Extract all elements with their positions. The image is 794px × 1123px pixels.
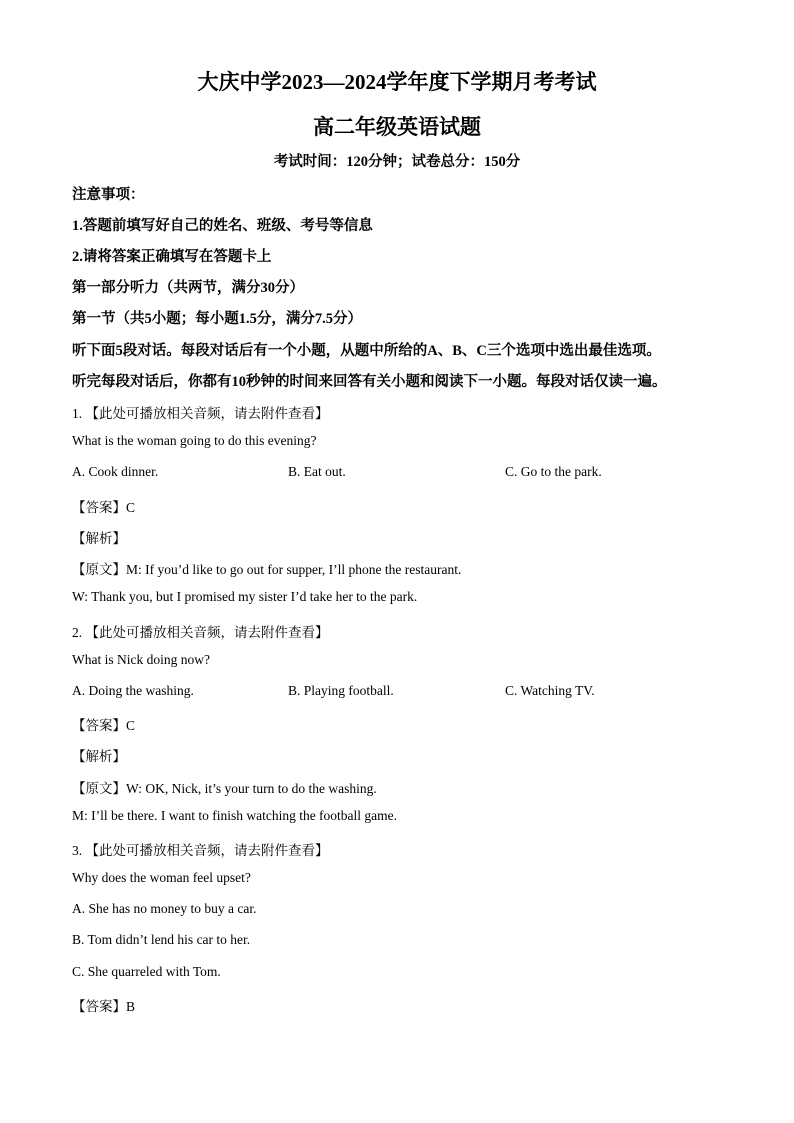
q3-audio-note: 3. 【此处可播放相关音频，请去附件查看】	[72, 843, 329, 858]
part-1-heading: 第一部分听力（共两节，满分30分）	[72, 280, 304, 296]
q2-answer: 【答案】C	[72, 718, 136, 733]
q1-question: What is the woman going to do this evening?	[72, 433, 317, 448]
q2-analysis: 【解析】	[72, 749, 126, 764]
q1-audio-note: 1. 【此处可播放相关音频，请去附件查看】	[72, 406, 329, 421]
exam-title: 大庆中学2023—2024学年度下学期月考考试	[197, 70, 597, 94]
q2-option-a: A. Doing the washing.	[72, 683, 194, 698]
instructions-line-1: 听下面5段对话。每段对话后有一个小题，从题中所给的A、B、C三个选项中选出最佳选项。	[72, 343, 661, 359]
q3-option-a: A. She has no money to buy a car.	[72, 901, 257, 916]
exam-info: 考试时间：120分钟；试卷总分：150分	[273, 154, 521, 170]
q2-transcript: 【原文】W: OK, Nick, it’s your turn to do the washing.	[72, 781, 377, 796]
exam-subtitle: 高二年级英语试题	[313, 115, 481, 139]
instructions-line-2: 听完每段对话后，你都有10秒钟的时间来回答有关小题和阅读下一小题。每段对话仅读一遍。	[72, 374, 667, 390]
q3-option-c: C. She quarreled with Tom.	[72, 964, 221, 979]
section-1-heading: 第一节（共5小题；每小题1.5分，满分7.5分）	[72, 311, 362, 327]
q1-option-a: A. Cook dinner.	[72, 464, 159, 479]
note-item-1: 1.答题前填写好自己的姓名、班级、考号等信息	[72, 218, 373, 234]
q2-audio-note: 2. 【此处可播放相关音频，请去附件查看】	[72, 625, 329, 640]
note-item-2: 2.请将答案正确填写在答题卡上	[72, 249, 272, 265]
q2-option-c: C. Watching TV.	[505, 683, 595, 698]
q1-analysis: 【解析】	[72, 531, 126, 546]
q1-transcript: 【原文】M: If you’d like to go out for supper, I’ll phone the restaurant.	[72, 562, 462, 577]
q3-option-b: B. Tom didn’t lend his car to her.	[72, 932, 251, 947]
notes-heading: 注意事项：	[72, 187, 145, 203]
q1-answer: 【答案】C	[72, 500, 136, 515]
q2-transcript-line-2: M: I’ll be there. I want to finish watching the football game.	[72, 808, 398, 823]
q3-answer: 【答案】B	[72, 999, 136, 1014]
q2-question: What is Nick doing now?	[72, 652, 210, 667]
q2-option-b: B. Playing football.	[288, 683, 394, 698]
q1-option-b: B. Eat out.	[288, 464, 346, 479]
q1-option-c: C. Go to the park.	[505, 464, 602, 479]
q3-question: Why does the woman feel upset?	[72, 870, 251, 885]
q1-transcript-line-2: W: Thank you, but I promised my sister I’d take her to the park.	[72, 589, 418, 604]
